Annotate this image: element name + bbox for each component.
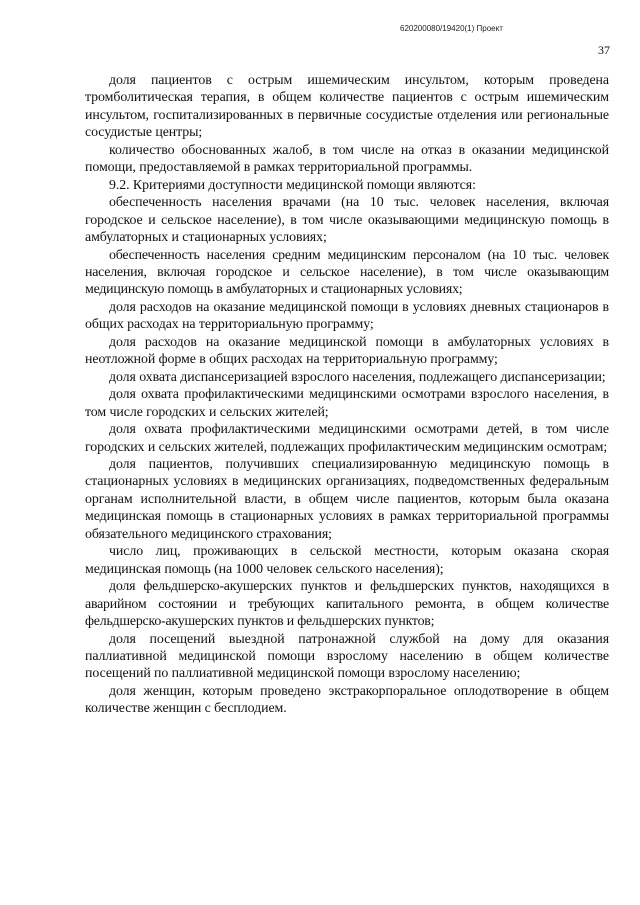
- paragraph-feldsher-points: доля фельдшерско-акушерских пунктов и фельдшерских пунктов, находящихся в аварийном состоянии и требующих капитального ремонта, в общем количестве фельдшерско-акушерских пунктов и фельдшерских пунктов;: [85, 579, 609, 630]
- paragraph-rural-ambulance: число лиц, проживающих в сельской местности, которым оказана скорая медицинская помощь (на 1000 человек сельского населения);: [85, 544, 609, 577]
- section-heading-availability: 9.2. Критериями доступности медицинской помощи являются:: [109, 177, 476, 193]
- paragraph-ivf: доля женщин, которым проведено экстракорпоральное оплодотворение в общем количестве женщин с бесплодием.: [85, 683, 609, 717]
- paragraph-adult-checkups: доля охвата профилактическими медицинскими осмотрами взрослого населения, в том числе городских и сельских жителей;: [85, 387, 609, 420]
- document-id: 620200080/19420(1) Проект: [400, 24, 503, 33]
- paragraph-complaints: количество обоснованных жалоб, в том числе на отказ в оказании медицинской помощи, предоставляемой в рамках территориальной программы.: [85, 142, 609, 176]
- paragraph-urgent-care-costs: доля расходов на оказание медицинской помощи в амбулаторных условиях в неотложной форме в общих расходах на территориальную программу;: [85, 334, 609, 368]
- paragraph-federal-hospitals: доля пациентов, получивших специализированную медицинскую помощь в стационарных условиях в медицинских организациях, подведомственных федеральным органам исполнительной власти, в общем числе пациентов, которым была оказана медицинская помощь в стационарных условиях в рамках территориальной программы обязательного медицинского страхования;: [85, 456, 609, 542]
- paragraph-nursing-staff: обеспеченность населения средним медицинским персоналом (на 10 тыс. человек населения, включая городское и сельское население), в том числе оказывающим медицинскую помощь в амбулаторных и стационарных условиях;: [85, 247, 609, 298]
- paragraph-child-checkups: доля охвата профилактическими медицинскими осмотрами детей, в том числе городских и сельских жителей, подлежащих профилактическим медицинским осмотрам;: [85, 422, 609, 455]
- paragraph-thrombolysis: доля пациентов с острым ишемическим инсультом, которым проведена тромболитическая терапия, в общем количестве пациентов с острым ишемическим инсультом, госпитализированных в первичные сосудистые отделения или региональные сосудистые центры;: [85, 73, 609, 141]
- document-body: [85, 72, 609, 718]
- paragraph-adult-screening: доля охвата диспансеризацией взрослого населения, подлежащего диспансеризации;: [109, 369, 606, 385]
- page-number: 37: [598, 43, 610, 57]
- paragraph-day-hospital-costs: доля расходов на оказание медицинской помощи в условиях дневных стационаров в общих расходах на территориальную программу;: [85, 299, 609, 333]
- paragraph-palliative-visits: доля посещений выездной патронажной службой на дому для оказания паллиативной медицинской помощи взрослому населению в общем количестве посещений по паллиативной медицинской помощи взрослому населению;: [85, 631, 609, 682]
- paragraph-doctors: обеспеченность населения врачами (на 10 тыс. человек населения, включая городское и сельское население), в том числе оказывающими медицинскую помощь в амбулаторных и стационарных условиях;: [85, 195, 609, 246]
